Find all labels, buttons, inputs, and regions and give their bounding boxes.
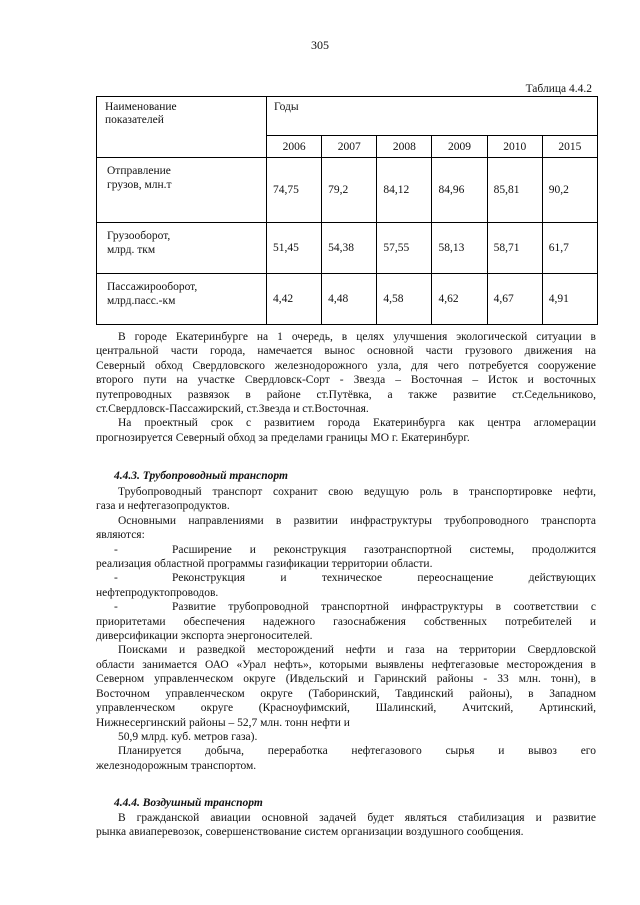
row-name: Пассажирооборот, млрд.пасс.-км: [97, 274, 267, 325]
dash-marker: -: [114, 601, 118, 614]
table-cell: 4,67: [487, 274, 542, 325]
paragraph: Основными направлениями в развитии инфраструктуры трубопроводного транспорта являются:: [96, 514, 596, 542]
table-cell: 4,91: [542, 274, 597, 325]
header-indicator-name: Наименование показателей: [97, 97, 267, 158]
table-cell: 85,81: [487, 158, 542, 223]
row-name: Грузооборот, млрд. ткм: [97, 223, 267, 274]
year-header: 2008: [377, 136, 432, 158]
table-cell: 4,58: [377, 274, 432, 325]
paragraph: Трубопроводный транспорт сохранит свою ведущую роль в транспортировке нефти, газа и нефтегазопродуктов.: [96, 486, 596, 513]
dash-marker: -: [114, 572, 118, 585]
table-cell: 57,55: [377, 223, 432, 274]
section-heading-443: 4.4.3. Трубопроводный транспорт: [114, 470, 288, 482]
table-cell: 61,7: [542, 223, 597, 274]
year-header: 2010: [487, 136, 542, 158]
table-row: [97, 223, 598, 274]
transport-indicators-table: [96, 96, 598, 325]
section-heading-444: 4.4.4. Воздушный транспорт: [114, 797, 263, 809]
year-header: 2006: [267, 136, 322, 158]
list-item: - Расширение и реконструкция газотранспортной системы, продолжится реализация областной программы газификации территории области.: [96, 543, 596, 571]
paragraph: В городе Екатеринбурге на 1 очередь, в целях улучшения экологической ситуации в центральной части города, намечается вынос основной части грузового движения на Северный обход Свердловского железнодорожного узла, для чего потребуется сооружение второго пути на участке Свердловск-Сорт - Звезда – Восточная – Исток и восточных путепроводных развязок в районе ст.Путёвка, а также развитие ст.Седельниково, ст.Свердловск-Пассажирский, ст.Звезда и ст.Восточная.: [96, 331, 596, 416]
year-header: 2015: [542, 136, 597, 158]
table-cell: 4,62: [432, 274, 487, 325]
row-name: Отправление грузов, млн.т: [97, 158, 267, 223]
table-cell: 90,2: [542, 158, 597, 223]
table-cell: 58,13: [432, 223, 487, 274]
page-number: 305: [311, 38, 329, 52]
list-item: - Реконструкция и техническое переоснащение действующих нефтепродуктопроводов.: [96, 572, 596, 599]
table-cell: 51,45: [267, 223, 322, 274]
table-caption: Таблица 4.4.2: [525, 83, 592, 95]
table-cell: 74,75: [267, 158, 322, 223]
table-cell: 79,2: [322, 158, 377, 223]
paragraph: Планируется добыча, переработка нефтегазового сырья и вывоз его железнодорожным транспортом.: [96, 745, 596, 772]
year-header: 2007: [322, 136, 377, 158]
paragraph: Поисками и разведкой месторождений нефти и газа на территории Свердловской области занимается ОАО «Урал нефть», которыми выявлены нефтегазовые месторождения в Северном управленческом округе (Ивдельский и Гаринский районы - 33 млн. тонн), в Восточном управленческом округе (Таборинский, Тавдинский районы), в Западном управленческом округе (Красноуфимский, Шалинский, Ачитский, Артинский, Нижнесергинский районы – 52,7 млн. тонн нефти и 50,9 млрд. куб. метров газа).: [96, 644, 596, 743]
paragraph: В гражданской авиации основной задачей будет являться стабилизация и развитие рынка авиаперевозок, совершенствование систем организации воздушного сообщения.: [96, 812, 596, 839]
table-cell: 58,71: [487, 223, 542, 274]
table-cell: 84,96: [432, 158, 487, 223]
body-text-block-3: [96, 811, 596, 840]
list-item: - Развитие трубопроводной транспортной инфраструктуры в соответствии с приоритетами обеспечения надежного газоснабжения собственных потребителей и диверсификации экспорта энергоносителей.: [96, 601, 596, 643]
body-text-block-2: [96, 485, 596, 773]
table-cell: 84,12: [377, 158, 432, 223]
table-cell: 54,38: [322, 223, 377, 274]
table-row: [97, 158, 598, 223]
dash-marker: -: [114, 543, 118, 556]
body-text-block-1: [96, 330, 596, 445]
paragraph: На проектный срок с развитием города Екатеринбурга как центра агломерации прогнозируется Северный обход за пределами границы МО г. Екатеринбург.: [96, 417, 596, 444]
table-row: [97, 274, 598, 325]
header-years: Годы: [267, 97, 598, 136]
table-cell: 4,48: [322, 274, 377, 325]
table-cell: 4,42: [267, 274, 322, 325]
year-header: 2009: [432, 136, 487, 158]
